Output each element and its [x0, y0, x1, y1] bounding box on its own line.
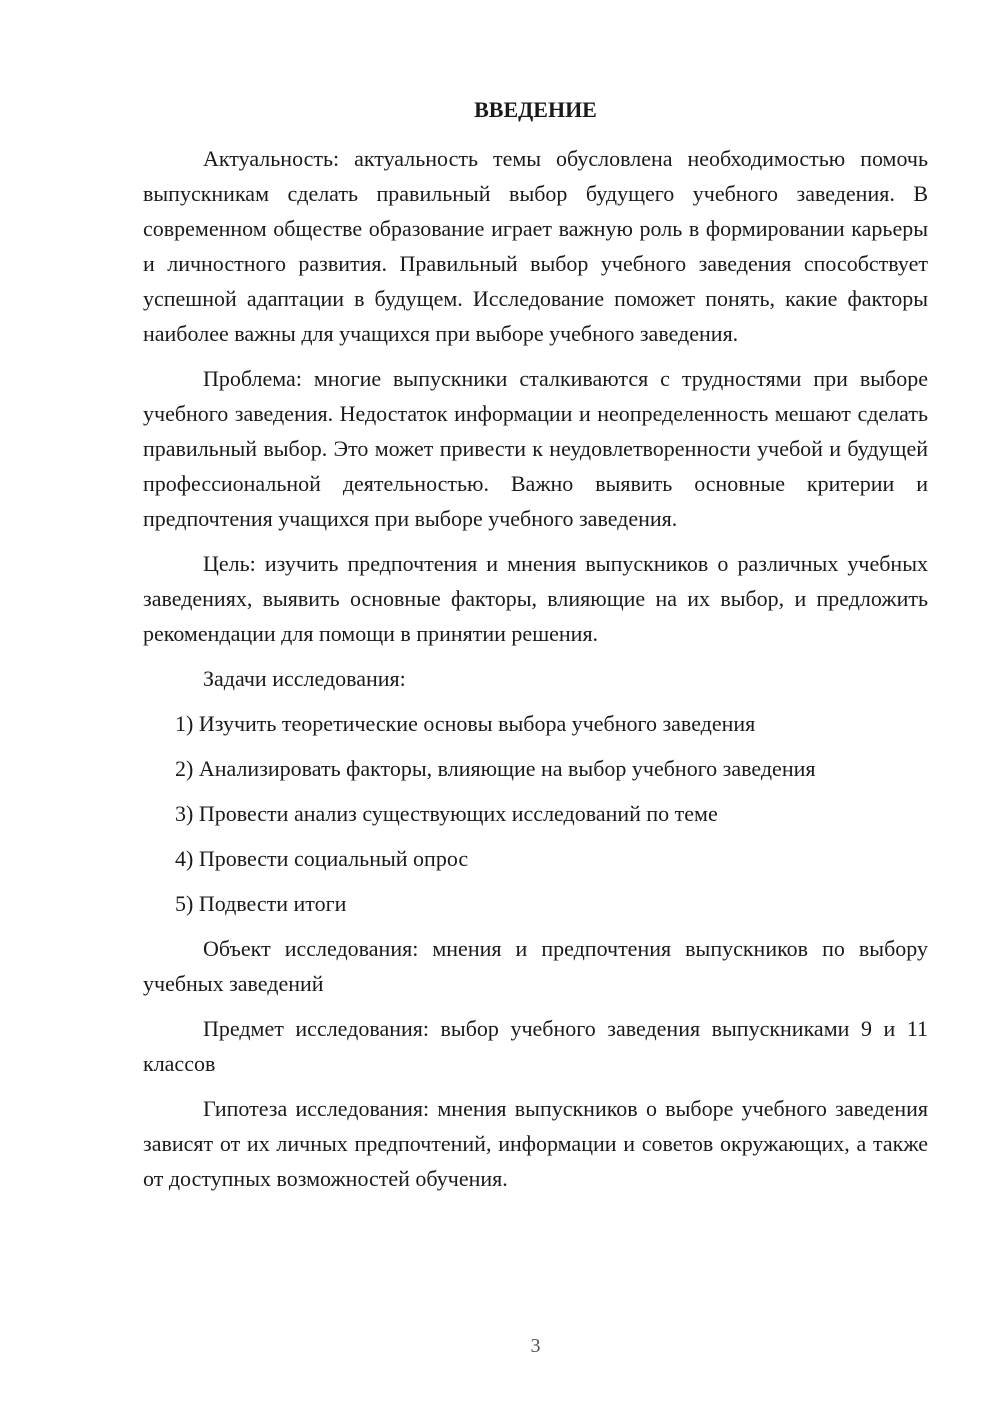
list-item: 2) Анализировать факторы, влияющие на выбор учебного заведения: [175, 756, 816, 781]
object-paragraph: Объект исследования: мнения и предпочтения выпускников по выбору учебных заведений: [143, 936, 928, 996]
list-item: 3) Провести анализ существующих исследований по теме: [175, 801, 718, 826]
document-body: [143, 141, 928, 1206]
list-item: 4) Провести социальный опрос: [175, 846, 469, 871]
document-page: [143, 0, 928, 1414]
page-number: 3: [530, 1335, 541, 1357]
list-item: 1) Изучить теоретические основы выбора учебного заведения: [175, 711, 756, 736]
tasks-list: [143, 706, 928, 921]
list-item: 5) Подвести итоги: [175, 891, 347, 916]
hypothesis-paragraph: Гипотеза исследования: мнения выпускников о выборе учебного заведения зависят от их личных предпочтений, информации и советов окружающих, а также от доступных возможностей обучения.: [143, 1096, 928, 1191]
tasks-intro: Задачи исследования:: [203, 666, 406, 691]
goal-paragraph: Цель: изучить предпочтения и мнения выпускников о различных учебных заведениях, выявить основные факторы, влияющие на их выбор, и предложить рекомендации для помощи в принятии решения.: [143, 551, 928, 646]
problem-paragraph: Проблема: многие выпускники сталкиваются с трудностями при выборе учебного заведения. Недостаток информации и неопределенность мешают сделать правильный выбор. Это может привести к неудовлетворенности учебой и будущей профессиональной деятельностью. Важно выявить основные критерии и предпочтения учащихся при выборе учебного заведения.: [143, 366, 928, 531]
page-title: ВВЕДЕНИЕ: [474, 97, 597, 122]
subject-paragraph: Предмет исследования: выбор учебного заведения выпускниками 9 и 11 классов: [143, 1016, 928, 1076]
relevance-paragraph: Актуальность: актуальность темы обусловлена необходимостью помочь выпускникам сделать правильный выбор будущего учебного заведения. В современном обществе образование играет важную роль в формировании карьеры и личностного развития. Правильный выбор учебного заведения способствует успешной адаптации в будущем. Исследование поможет понять, какие факторы наиболее важны для учащихся при выборе учебного заведения.: [143, 146, 928, 346]
